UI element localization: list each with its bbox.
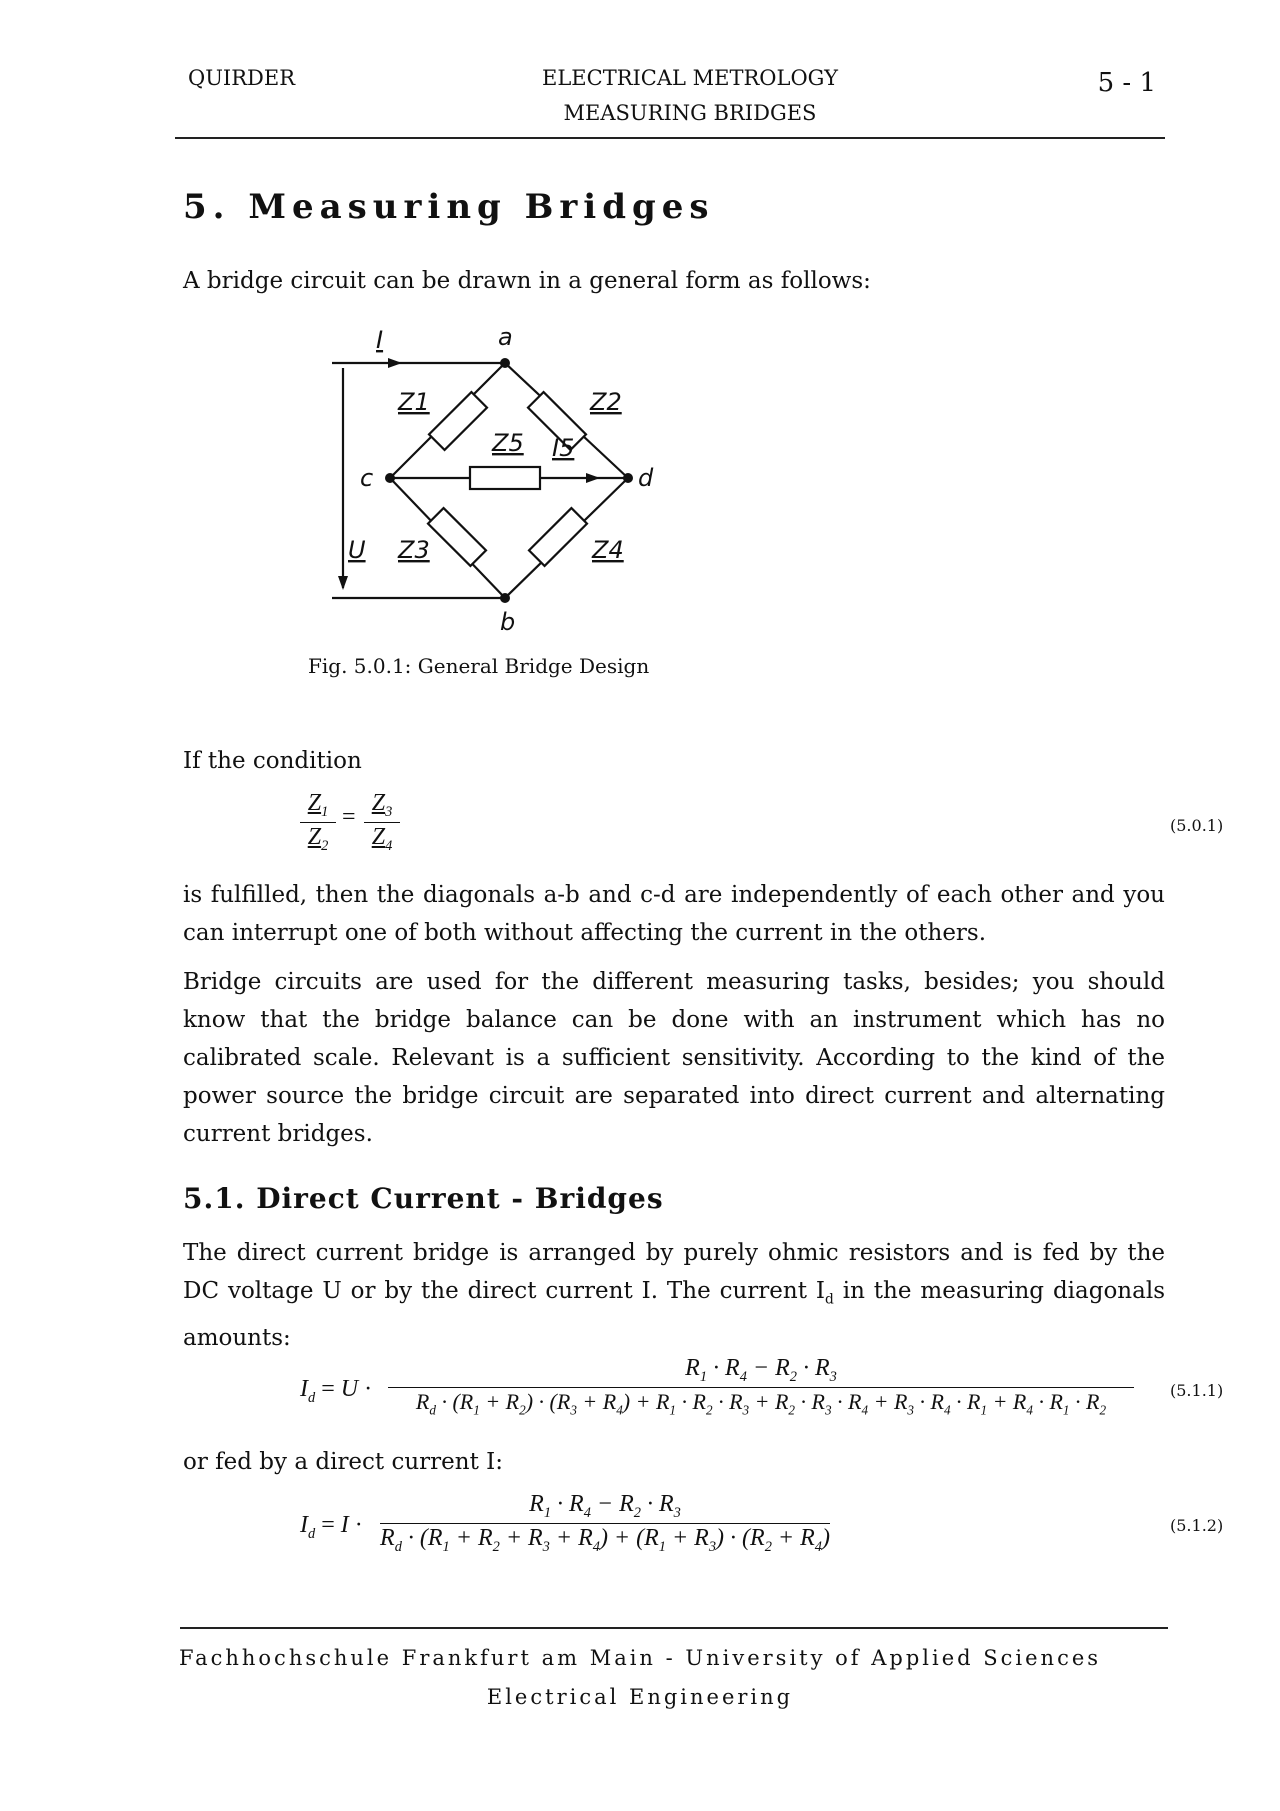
label-z1: Z1	[398, 388, 430, 416]
resistor-z5	[470, 467, 540, 489]
node-d	[623, 473, 633, 483]
node-a	[500, 358, 510, 368]
header-subtitle: MEASURING BRIDGES	[563, 101, 817, 125]
header-author: QUIRDER	[188, 66, 295, 90]
current-arrow	[388, 358, 402, 368]
header-rule	[175, 137, 1165, 139]
equation-5-1-1-lhs: $I_d = U$ ·	[300, 1376, 373, 1406]
label-i5: I5	[552, 434, 575, 462]
label-node-a: a	[498, 323, 513, 351]
dc-current-fed-text: or fed by a direct current I:	[183, 1449, 503, 1475]
equation-number-5-0-1: (5.0.1)	[1170, 816, 1224, 835]
node-c	[385, 473, 395, 483]
subsection-heading: 5.1. Direct Current - Bridges	[183, 1182, 664, 1215]
condition-intro: If the condition	[183, 748, 362, 774]
equation-5-1-2-lhs: $I_d = I$ ·	[300, 1512, 363, 1542]
equation-number-5-1-2: (5.1.2)	[1170, 1516, 1224, 1535]
dc-bridge-paragraph: The direct current bridge is arranged by purely ohmic resistors and is fed by the DC voltage U or by the direct current I. The current $I_d$ in the measuring diagonals amounts:	[183, 1240, 1165, 1351]
equation-5-1-2-fraction: $R_1 \cdot R_4 - R_2 \cdot R_3$ $R_d \cdot (R_1 + R_2 + R_3 + R_4) + (R_1 + R_3) \cdot (R_2 + R_4)$	[380, 1491, 830, 1555]
bridge-circuit-diagram	[320, 318, 680, 633]
footer-institution: Fachhochschule Frankfurt am Main - University of Applied Sciences	[178, 1646, 1102, 1670]
footer-department: Electrical Engineering	[486, 1685, 794, 1709]
header-title: ELECTRICAL METROLOGY	[542, 66, 838, 90]
i5-arrow	[586, 473, 600, 483]
equation-5-1-1-fraction: $R_1 \cdot R_4 - R_2 \cdot R_3$ $R_d \cdot (R_1 + R_2) \cdot (R_3 + R_4) + R_1 \cdot R_2 \cdot R_3 + R_2 \cdot R_3 \cdot R_4 + R_3 \cdot R_4 \cdot R_1 + R_4 \cdot R_1 \cdot R_2$	[388, 1355, 1134, 1418]
footer-rule	[180, 1627, 1168, 1629]
resistor-z3	[428, 508, 486, 566]
label-z4: Z4	[592, 536, 624, 564]
label-node-b: b	[500, 608, 516, 633]
bridge-usage-paragraph: Bridge circuits are used for the different measuring tasks, besides; you should know that the bridge balance can be done with an instrument which has no calibrated scale. Relevant is a sufficient sensitivity. According to the kind of the power source the bridge circuit are separated into direct current and alternating current bridges.	[183, 969, 1165, 1147]
node-b	[500, 593, 510, 603]
label-z5: Z5	[492, 429, 524, 457]
label-z2: Z2	[590, 388, 622, 416]
equation-number-5-1-1: (5.1.1)	[1170, 1381, 1224, 1400]
resistor-z1	[429, 392, 487, 450]
figure-caption: Fig. 5.0.1: General Bridge Design	[308, 654, 650, 678]
label-current: I	[376, 326, 384, 354]
condition-paragraph: is fulfilled, then the diagonals a-b and c-d are independently of each other and you can interrupt one of both without affecting the current in the others.	[183, 882, 1165, 946]
voltage-arrow	[338, 576, 348, 590]
resistor-z4	[529, 508, 587, 566]
label-z3: Z3	[398, 536, 430, 564]
section-heading: 5. Measuring Bridges	[183, 187, 715, 227]
intro-paragraph: A bridge circuit can be drawn in a general form as follows:	[183, 268, 871, 294]
label-node-c: c	[360, 464, 374, 492]
page-number: 5 - 1	[1097, 68, 1156, 98]
label-node-d: d	[638, 464, 654, 492]
equation-5-0-1: $Z_1$ $Z_2$ = $Z_3$ $Z_4$	[300, 790, 410, 860]
label-voltage: U	[348, 536, 366, 564]
